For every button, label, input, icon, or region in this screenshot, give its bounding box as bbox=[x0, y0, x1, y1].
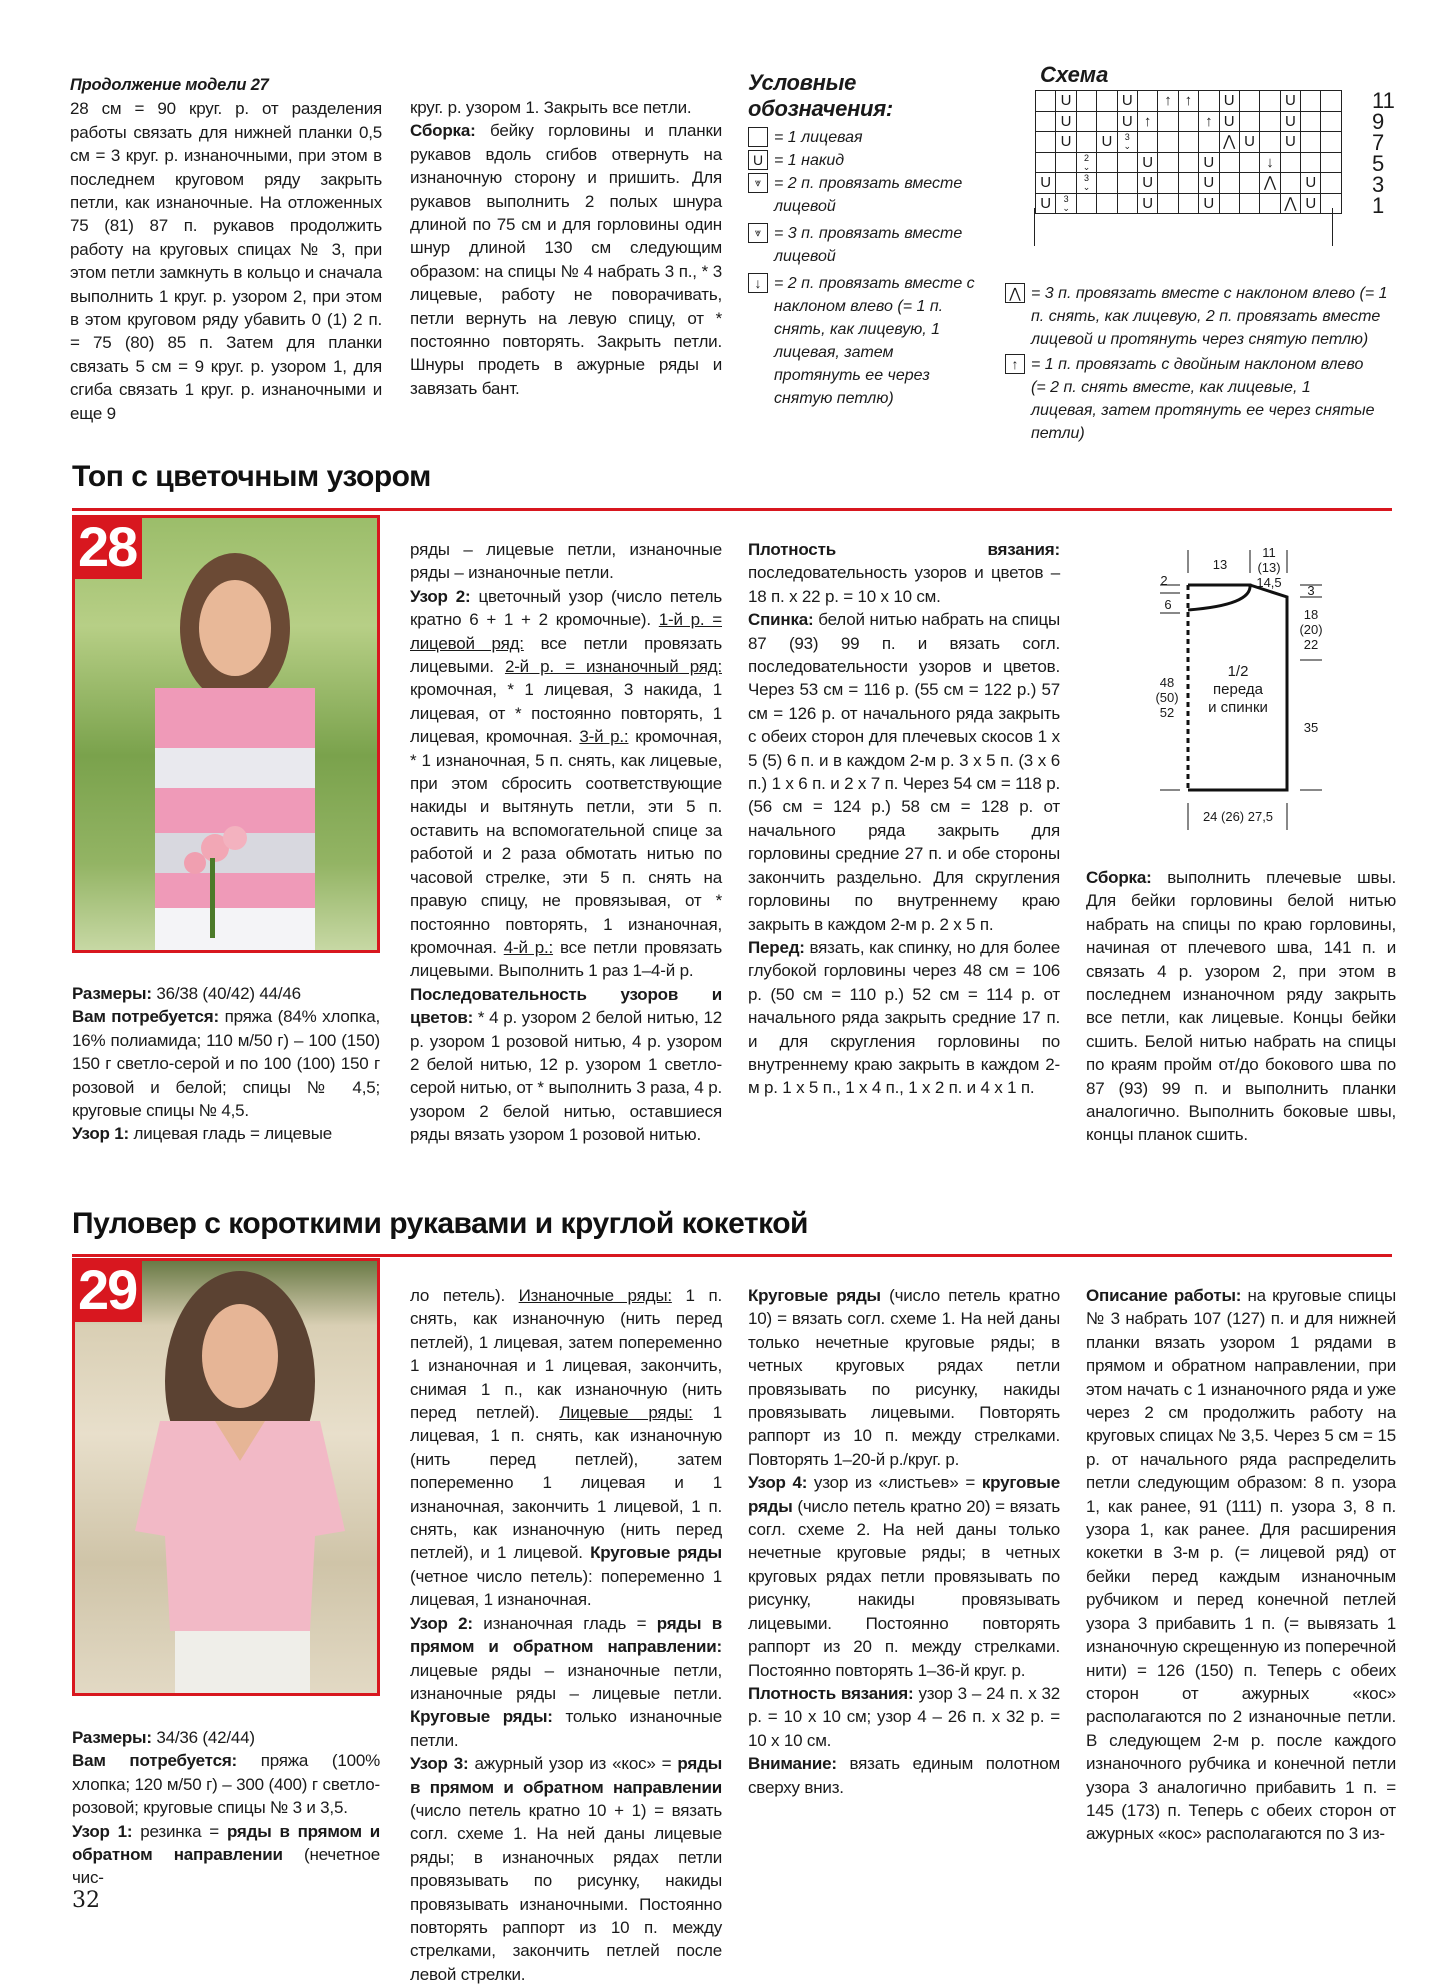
ssk-icon: ↓ bbox=[748, 273, 768, 293]
model29-col4: Описание работы: на круговые спицы № 3 набрать 107 (127) п. и для нижней планки вязать узором 1 рядами в прямом и обратном направлении, при этом начать с 1 изнаночного ряда и уже через 2 см продолжить работу на круговых спицах № 3,5. Через 5 см = 15 р. от начального ряда распределить петли следующим образом: 8 п. узора 1, как ранее, 91 (111) п. узора 3, 8 п. узора 1, как ранее. Для расширения кокетки в 3-м р. (= лицевой ряд) от бейки перед каждым изнаночным рубчиком и перед конечной петлей узора 3 прибавить 1 п. (= вывязать 1 изнаночную скрещенную из поперечной нити) = 126 (150) п. Теперь с обеих сторон от ажурных «кос» располагаются по 2 изнаночные петли. В следующем 2-м р. после каждого изнаночного рубчика и конечной петли узора 3 аналогично прибавить 1 п. = 145 (173) п. Теперь с обеих сторон от ажурных «кос» располагаются по 3 из- bbox=[1086, 1286, 1397, 1844]
empty-cell-icon bbox=[748, 127, 768, 147]
model28-sizes: 36/38 (40/42) 44/46 bbox=[156, 984, 301, 1003]
schema-cell-knit bbox=[1280, 152, 1300, 173]
dim-right-top: 3 bbox=[1307, 583, 1315, 598]
schema-cell-knit bbox=[1158, 173, 1178, 194]
schema-cell-knit bbox=[1158, 111, 1178, 132]
schema-cell-symbol: U bbox=[1117, 111, 1137, 132]
model29-photo bbox=[72, 1258, 380, 1696]
schema-cell-knit bbox=[1199, 132, 1219, 153]
schema-cell-symbol: U bbox=[1301, 173, 1321, 194]
schema-grid bbox=[1035, 90, 1342, 214]
schema-row bbox=[1036, 91, 1342, 112]
model28-number-badge: 28 bbox=[72, 515, 142, 579]
dim-bottom: 24 (26) 27,5 bbox=[1202, 809, 1274, 824]
schema-cell-knit bbox=[1036, 132, 1056, 153]
legend-title: Условные обозначения: bbox=[748, 70, 893, 121]
schema-cell-symbol: U bbox=[1219, 91, 1239, 112]
schema-cell-symbol: U bbox=[1239, 132, 1259, 153]
schema-cell-symbol: U bbox=[1056, 111, 1076, 132]
sk2p-icon: ⋀ bbox=[1005, 283, 1025, 303]
schema-cell-knit bbox=[1321, 91, 1341, 112]
schema-cell-knit bbox=[1117, 193, 1137, 214]
schema-cell-knit bbox=[1260, 132, 1280, 153]
schema-cell-symbol: 3 ⌄ bbox=[1117, 132, 1137, 153]
page-number: 32 bbox=[72, 1888, 100, 1913]
schema-cell-symbol: U bbox=[1199, 193, 1219, 214]
schema-cell-knit bbox=[1117, 152, 1137, 173]
schema-cell-knit bbox=[1260, 111, 1280, 132]
legend-right bbox=[1005, 282, 1405, 445]
schema-cell-knit bbox=[1239, 91, 1259, 112]
schema-cell-knit bbox=[1137, 91, 1157, 112]
legend-item-knit: = 1 лицевая bbox=[748, 126, 998, 149]
yarn-over-icon: U bbox=[748, 150, 768, 170]
schema-cell-symbol: U bbox=[1280, 111, 1300, 132]
model29-photo-illustration bbox=[75, 1261, 377, 1693]
dim-left-top-a: 2 bbox=[1160, 573, 1168, 588]
schema-cell-symbol: U bbox=[1056, 132, 1076, 153]
schema-cell-symbol: U bbox=[1137, 152, 1157, 173]
schema-cell-knit bbox=[1036, 152, 1056, 173]
schema-cell-knit bbox=[1199, 91, 1219, 112]
continuation-col1 bbox=[70, 74, 382, 425]
schema-cell-knit bbox=[1280, 173, 1300, 194]
schema-cell-knit bbox=[1301, 111, 1321, 132]
schema-cell-symbol: U bbox=[1036, 173, 1056, 194]
schema-cell-symbol: ↑ bbox=[1199, 111, 1219, 132]
schema-cell-knit bbox=[1158, 193, 1178, 214]
schema-cell-knit bbox=[1178, 152, 1198, 173]
dim-left-top-b: 6 bbox=[1164, 597, 1172, 612]
model28-col3: Плотность вязания: последовательность узоров и цветов – 18 п. х 22 р. = 10 х 10 см. Спинка: белой нитью набрать на спицы 87 (93) 99 п. и вязать согл. последовательности узоров и цветов. Через 53 см = 116 р. (55 см = 122 р.) 57 см = 126 р. от начального ряда закрыть с обеих сторон для плечевых скосов 1 х 5 (5) 6 п. и в каждом 2-м р. 3 х 5 п. (3 х 6 п.) 1 х 6 п. и 2 х 7 п. Через 54 см = 118 р. (56 см = 124 р.) 58 см = 128 р. от начального ряда закрыть для горловины средние 27 п. и обе стороны закончить раздельно. Для скругления горловины по внутреннему краю закрыть в каждом 2-м р. 2 х 5 п. Перед: вязать, как спинку, но для более глубокой горловины через 48 см = 106 р. (50 см = 110 р.) 52 см = 114 р. от начального ряда закрыть средние 17 п. и для скругления горловины по внутреннему краю закрыть в каждом 2-м р. 1 х 5 п., 1 х 4 п., 1 х 2 п. и 4 х 1 п. bbox=[748, 540, 1061, 1098]
k2tog-icon: ⩔ bbox=[748, 173, 768, 193]
schema-cell-knit bbox=[1260, 193, 1280, 214]
model28-photo bbox=[72, 515, 380, 953]
schema-cell-knit bbox=[1076, 91, 1096, 112]
legend-item-sk2p: ⋀ = 3 п. провязать вместе с наклоном влево (= 1 п. снять, как лицевую, 2 п. провязать вместе лицевой и протянуть через снятую петлю) bbox=[1005, 282, 1405, 351]
continuation-text-2: круг. р. узором 1. Закрыть все петли. bbox=[410, 98, 692, 117]
schema-cell-symbol: U bbox=[1056, 91, 1076, 112]
schema-cell-knit bbox=[1219, 152, 1239, 173]
model29-sizes: 34/36 (42/44) bbox=[156, 1728, 255, 1747]
model28-col2: ряды – лицевые петли, изнаночные ряды – изнаночные петли. Узор 2: цветочный узор (число петель кратно 6 + 1 + 2 кромочные). 1-й р. = лицевой ряд: все петли провязать лицевыми. 2-й р. = изнаночный ряд: кромочная, * 1 лицевая, 3 накида, 1 лицевая, от * постоянно повторять, 1 лицевая, кромочная. 3-й р.: кромочная, * 1 изнаночная, 5 п. снять, как лицевые, при этом сбросить соответствующие накиды и вытянуть петли, эти 5 п. оставить на вспомогательной спице за работой и 2 раза обмотать нитью по часовой стрелке, эти 5 п. снять на правую спицу, не провязывая, от * постоянно повторять, 1 изнаночная, кромочная. 4-й р.: все петли провязать лицевыми. Выполнить 1 раз 1–4-й р. Последовательность узоров и цветов: * 4 р. узором 2 белой нитью, 12 р. узором 1 розовой нитью, 4 р. узором 2 белой нитью, 12 р. узором 1 светло-серой нитью, от * выполнить 3 раза, 4 р. узором 2 белой нитью, оставшиеся ряды вязать узором 1 розовой нитью. bbox=[410, 540, 723, 1145]
assembly-text: бейку горловины и планки рукавов вдоль сгибов отвернуть на изнаночную сторону и пришить. Для рукавов выполнить 2 полых шнура длиной по 75 см и для горловины один шнур длиной 130 см следующим образом: на спицы № 4 набрать 3 п., * 3 лицевые, работу не поворачивать, петли вернуть на левую спицу, от * постоянно повторять. Закрыть петли. Шнуры продеть в ажурные ряды и завязать бант. bbox=[410, 121, 723, 398]
schema-cell-knit bbox=[1117, 173, 1137, 194]
model28-heading: Топ с цветочным узором bbox=[72, 460, 431, 493]
schema-cell-knit bbox=[1097, 111, 1117, 132]
continuation-title: Продолжение модели 27 bbox=[70, 76, 269, 94]
model29-number-badge: 29 bbox=[72, 1258, 142, 1322]
schema-cell-knit bbox=[1239, 173, 1259, 194]
schema-cell-knit bbox=[1301, 152, 1321, 173]
model28-col1: Размеры: 36/38 (40/42) 44/46 Вам потребуется: пряжа (84% хлопка, 16% полиамида; 110 м/50 г) – 100 (150) 150 г светло-серой и по 100 (100) 150 г розовой и белой; спицы № 4,5; круговые спицы № 4,5. Узор 1: лицевая гладь = лицевые bbox=[72, 984, 381, 1144]
schema-cell-knit bbox=[1158, 152, 1178, 173]
schema-cell-symbol: 3 ⌄ bbox=[1076, 173, 1096, 194]
schema-cell-knit bbox=[1076, 193, 1096, 214]
legend-item-k3tog: ⩔ = 3 п. провязать вместе лицевой bbox=[748, 222, 998, 268]
model28-col4: Сборка: выполнить плечевые швы. Для бейки горловины белой нитью набрать на спицы по краю горловины, начиная от плечевого шва, 141 п. и связать 4 р. узором 2, при этом в последнем изнаночном ряду закрыть все петли, как лицевые. Концы бейки сшить. Белой нитью набрать на спицы по краям пройм от/до бокового шва по 87 (93) 99 п. и выполнить планки аналогично. Выполнить боковые швы, концы планок сшить. bbox=[1086, 868, 1396, 1145]
schema-row-numbers bbox=[1372, 88, 1402, 218]
schema-cell-symbol: 3 ⌄ bbox=[1056, 193, 1076, 214]
legend-item-yarnover: U = 1 накид bbox=[748, 149, 998, 172]
schema-row bbox=[1036, 173, 1342, 194]
schema-cell-symbol: U bbox=[1097, 132, 1117, 153]
schema-row bbox=[1036, 193, 1342, 214]
k3tog-icon: ⩔ bbox=[748, 223, 768, 243]
schema-cell-symbol: 2 ⌄ bbox=[1076, 152, 1096, 173]
schema-cell-knit bbox=[1137, 132, 1157, 153]
schema-cell-knit bbox=[1097, 152, 1117, 173]
schema-cell-knit bbox=[1036, 91, 1056, 112]
schema-chart bbox=[1035, 90, 1342, 214]
model29-heading: Пуловер с короткими рукавами и круглой кокеткой bbox=[72, 1207, 808, 1240]
double-decrease-icon: ↑ bbox=[1005, 354, 1025, 374]
schema-row-number: 9 bbox=[1372, 109, 1385, 134]
schema-cell-symbol: U bbox=[1137, 173, 1157, 194]
schema-cell-symbol: U bbox=[1117, 91, 1137, 112]
schema-cell-symbol: ↓ bbox=[1260, 152, 1280, 173]
model28-photo-illustration bbox=[75, 518, 377, 950]
schema-row bbox=[1036, 111, 1342, 132]
schema-row-number: 11 bbox=[1372, 88, 1395, 113]
repeat-arrow-right bbox=[1332, 208, 1333, 246]
schema-cell-symbol: U bbox=[1280, 132, 1300, 153]
schema-cell-symbol: U bbox=[1219, 111, 1239, 132]
schema-cell-symbol: U bbox=[1301, 193, 1321, 214]
model28-materials: пряжа (84% хлопка, 16% полиамида; 110 м/50 г) – 100 (150) 150 г светло-серой и по 100 (100) 150 г розовой и белой; спицы № 4,5; круговые спицы № 4,5. bbox=[72, 1007, 381, 1121]
dim-center-label: 1/2 переда и спинки bbox=[1208, 663, 1268, 716]
dim-right-low: 35 bbox=[1303, 720, 1319, 735]
schema-row bbox=[1036, 132, 1342, 153]
schema-cell-symbol: U bbox=[1137, 193, 1157, 214]
model29-divider bbox=[72, 1254, 1392, 1257]
schema-cell-knit bbox=[1178, 193, 1198, 214]
schema-cell-symbol: U bbox=[1280, 91, 1300, 112]
schema-cell-knit bbox=[1076, 111, 1096, 132]
model28-divider bbox=[72, 508, 1392, 511]
schema-row-number: 7 bbox=[1372, 130, 1385, 155]
schema-row-number: 3 bbox=[1372, 172, 1385, 197]
schema-cell-symbol: ⋀ bbox=[1280, 193, 1300, 214]
schema-cell-knit bbox=[1321, 111, 1341, 132]
legend-item-k2tog: ⩔ = 2 п. провязать вместе лицевой bbox=[748, 172, 998, 218]
schema-cell-symbol: U bbox=[1036, 193, 1056, 214]
schema-cell-symbol: ⋀ bbox=[1219, 132, 1239, 153]
schema-cell-knit bbox=[1301, 91, 1321, 112]
model29-col3: Круговые ряды (число петель кратно 10) = вязать согл. схеме 1. На ней даны только нечетные круговые ряды; в четных круговых рядах петли провязывать по рисунку, накиды провязывать лицевыми. Повторять раппорт из 10 п. между стрелками. Повторять 1–20-й р./круг. р. Узор 4: узор из «листьев» = круговые ряды (число петель кратно 20) = вязать согл. схеме 2. На ней даны только нечетные круговые ряды; в четных круговых рядах петли провязывать по рисунку, накиды провязывать лицевыми. Постоянно повторять раппорт из 20 п. между стрелками. Постоянно повторять 1–36-й круг. р. Плотность вязания: узор 3 – 24 п. х 32 р. = 10 х 10 см; узор 4 – 26 п. х 32 р. = 10 х 10 см. Внимание: вязать единым полотном сверху вниз. bbox=[748, 1286, 1060, 1797]
schema-cell-knit bbox=[1239, 111, 1259, 132]
schema-cell-knit bbox=[1097, 173, 1117, 194]
schema-cell-symbol: ↑ bbox=[1137, 111, 1157, 132]
schema-cell-knit bbox=[1097, 193, 1117, 214]
legend-item-double-decrease: ↑ = 1 п. провязать с двойным наклоном влево (= 2 п. снять вместе, как лицевые, 1 лицевая, затем протянуть ее через снятые петли) bbox=[1005, 353, 1405, 445]
schema-cell-knit bbox=[1219, 193, 1239, 214]
dim-top-right: 11 (13) 14,5 bbox=[1256, 545, 1282, 590]
schema-cell-knit bbox=[1321, 152, 1341, 173]
assembly-label: Сборка: bbox=[410, 121, 476, 141]
schema-cell-knit bbox=[1178, 173, 1198, 194]
model29-col2: ло петель). Изнаночные ряды: 1 п. снять, как изнаночную (нить перед петлей), 1 лицевая, затем попеременно 1 изнаночная и 1 лицевая, закончить, снимая 1 п., как изнаночную (нить перед петлей). Лицевые ряды: 1 лицевая, 1 п. снять, как изнаночную (нить перед петлей), затем попеременно 1 лицевая и 1 изнаночная, закончить 1 лицевой, 1 п. снять, как изнаночную (нить перед петлей), и 1 лицевой. Круговые ряды (четное число петель): попеременно 1 лицевая, 1 изнаночная. Узор 2: изнаночная гладь = ряды в прямом и обратном направлении: лицевые ряды – изнаночные петли, изнаночные ряды – лицевые петли. Круговые ряды: только изнаночные петли. Узор 3: ажурный узор из «кос» = ряды в прямом и обратном направлении (число петель кратно 10 + 1) = вязать согл. схеме 1. На ней даны лицевые ряды; в изнаночных рядах петли провязывать по рисунку, накиды провязывать изнаночными. Постоянно повторять раппорт из 10 п. между стрелками, закончить петлей после левой стрелки. bbox=[410, 1286, 723, 1984]
schema-row-number: 5 bbox=[1372, 151, 1385, 176]
continuation-text-1: 28 см = 90 круг. р. от разделения работы связать для нижней планки 0,5 см = 3 круг. р. изнаночными, при этом в последнем круговом ряду закрыть петли, как изнаночные. На отложенных 75 (81) 87 п. рукавов продолжить работу на круговых спицах № 3, при этом петли замкнуть в кольцо и сначала выполнить 1 круг. р. узором 2, при этом в этом круговом ряду убавить 0 (1) 2 п. = 75 (80) 85 п. Затем для планки связать 5 см = 9 круг. р. узором 1, для сгиба связать 1 круг. р. изнаночными и еще 9 bbox=[70, 99, 382, 423]
dim-right-mid: 18 (20) 22 bbox=[1299, 607, 1323, 652]
legend bbox=[748, 70, 998, 410]
schema-cell-symbol: U bbox=[1199, 152, 1219, 173]
schema-cell-knit bbox=[1097, 91, 1117, 112]
schema-row-number: 1 bbox=[1372, 193, 1385, 218]
schema-cell-knit bbox=[1260, 91, 1280, 112]
schema-cell-knit bbox=[1036, 111, 1056, 132]
model29-col1: Размеры: 34/36 (42/44) Вам потребуется: пряжа (100% хлопка; 120 м/50 г) – 300 (400) г светло-розовой; круговые спицы № 3 и 3,5. Узор 1: резинка = ряды в прямом и обратном направлении (нечетное чис- bbox=[72, 1728, 380, 1888]
schema-cell-knit bbox=[1321, 132, 1341, 153]
schema-cell-symbol: U bbox=[1199, 173, 1219, 194]
schema-cell-symbol: ↑ bbox=[1158, 91, 1178, 112]
schema-cell-knit bbox=[1158, 132, 1178, 153]
dim-top-left: 13 bbox=[1212, 557, 1228, 572]
legend-item-ssk: ↓ = 2 п. провязать вместе с наклоном влево (= 1 п. снять, как лицевую, 1 лицевая, затем протянуть ее через снятую петлю) bbox=[748, 272, 998, 410]
continuation-col2 bbox=[410, 96, 722, 400]
schema-cell-knit bbox=[1321, 173, 1341, 194]
schema-cell-knit bbox=[1178, 111, 1198, 132]
schema-cell-symbol: ⋀ bbox=[1260, 173, 1280, 194]
schema-cell-knit bbox=[1219, 173, 1239, 194]
schema-cell-knit bbox=[1239, 152, 1259, 173]
schema-row bbox=[1036, 152, 1342, 173]
schema-cell-symbol: ↑ bbox=[1178, 91, 1198, 112]
schema-cell-knit bbox=[1301, 132, 1321, 153]
schema-cell-knit bbox=[1239, 193, 1259, 214]
schema-cell-knit bbox=[1056, 152, 1076, 173]
dim-left-mid: 48 (50) 52 bbox=[1155, 675, 1179, 720]
schema-cell-knit bbox=[1056, 173, 1076, 194]
repeat-arrow-left bbox=[1034, 208, 1035, 246]
model28-pattern-diagram bbox=[1140, 545, 1340, 835]
schema-cell-knit bbox=[1178, 132, 1198, 153]
model29-materials: пряжа (100% хлопка; 120 м/50 г) – 300 (400) г светло-розовой; круговые спицы № 3 и 3,5. bbox=[72, 1751, 380, 1818]
schema-cell-knit bbox=[1076, 132, 1096, 153]
schema-title: Схема bbox=[1040, 62, 1109, 87]
